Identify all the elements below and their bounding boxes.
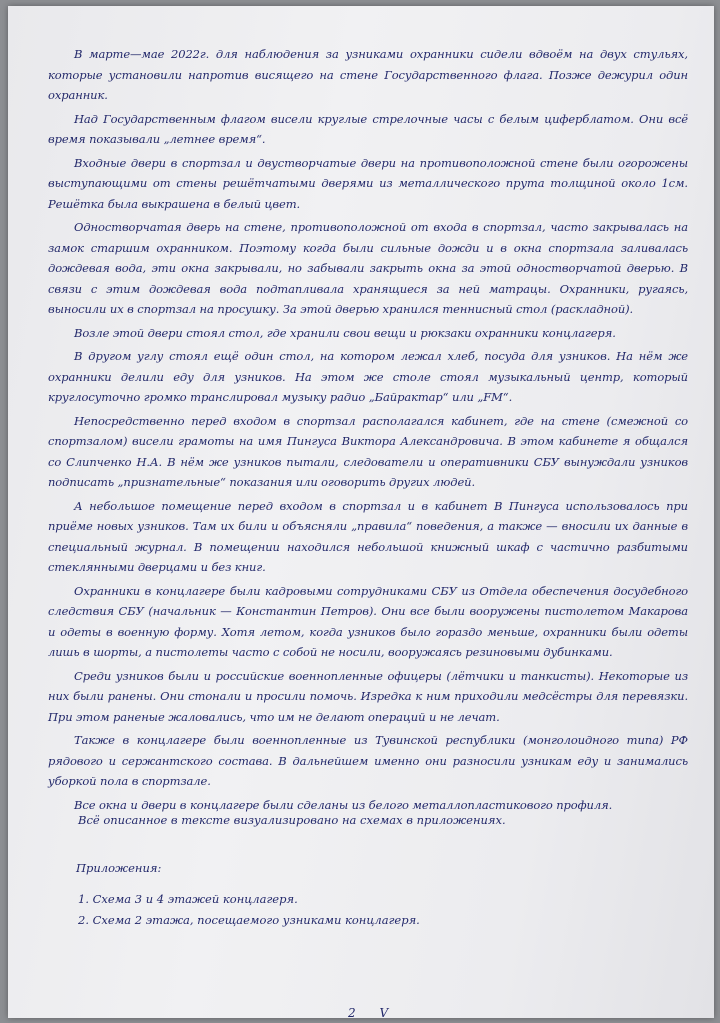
paragraph: Все окна и двери в концлагере были сделаны из белого металлопластикового профиля. — [74, 797, 613, 812]
paragraph: Также в концлагере были военнопленные из Тувинской республики (монголоидного типа) РФ рядового и сержантского состава. В дальнейшем именно они разносили узникам еду и занимались уборкой пола в спортзале. — [48, 733, 688, 788]
paragraph: Входные двери в спортзал и двустворчатые двери на противоположной стене были огорожены выступающими от стены решётчатыми дверями из металлического прута толщиной около 1см. Решётка была выкрашена в белый цвет. — [48, 155, 688, 211]
paragraph: А небольшое помещение перед входом в спортзал и в кабинет В Пингуса использовалось при приёме новых узников. Там их били и объясняли „правила“ поведения, а также — вносили их данные в специальный журнал. В помещении находился небольшой книжный шкаф с частично разбитыми стеклянными дверцами и без книг. — [48, 498, 688, 574]
paragraph: Непосредственно перед входом в спортзал располагался кабинет, где на стене (смежной со спортзалом) висели грамоты на имя Пингуса Виктора Александровича. В этом кабинете я общался со Слипченко Н.А. В нём же узников пытали, следователи и оперативники СБУ вынуждали узников подписать „признательные“ показания или оговорить других людей. — [48, 413, 688, 489]
appendix-item: 2. Схема 2 этажа, посещаемого узниками концлагеря. — [78, 913, 420, 927]
closing-note: Всё описанное в тексте визуализировано на схемах в приложениях. — [78, 813, 506, 827]
paragraph: В марте—мае 2022г. для наблюдения за узниками охранники сидели вдвоём на двух стульях, которые установили напротив висящего на стене Государственного флага. Позже дежурил один охранник. — [48, 47, 688, 102]
appendices-heading: Приложения: — [76, 861, 162, 875]
paragraph: Над Государственным флагом висели круглые стрелочные часы с белым циферблатом. Они всё время показывали „летнее время“. — [48, 111, 688, 146]
paragraph: В другом углу стоял ещё один стол, на котором лежал хлеб, посуда для узников. На нём же охранники делили еду для узников. На этом же столе стоял музыкальный центр, который круглосуточно громко транслировал музыку радио „Байрактар“ или „FM“. — [48, 349, 688, 404]
paragraph: Среди узников были и российские военнопленные офицеры (лётчики и танкисты). Некоторые из них были ранены. Они стонали и просили помочь. Изредка к ним приходили медсёстры для перевязки. При этом раненые жаловались, что им не делают операций и не лечат. — [48, 668, 688, 724]
appendices-list — [76, 858, 420, 931]
handwritten-page — [8, 6, 714, 1018]
page-number: 2 V — [348, 1006, 399, 1018]
body-text — [48, 44, 688, 818]
appendix-item: 1. Схема 3 и 4 этажей концлагеря. — [78, 892, 298, 906]
paragraph: Возле этой двери стоял стол, где хранили свои вещи и рюкзаки охранники концлагеря. — [74, 325, 616, 340]
paragraph: Одностворчатая дверь на стене, противоположной от входа в спортзал, часто закрывалась на замок старшим охранником. Поэтому когда были сильные дожди и в окна спортзала заливалась дождевая вода, эти окна закрывали, но забывали закрыть окна за этой одностворчатой дверью. В связи с этим дождевая вода подтапливала хранящиеся за ней матрацы. Охранники, ругаясь, выносили их в спортзал на просушку. За этой дверью хранился теннисный стол (раскладной). — [48, 220, 688, 316]
paragraph: Охранники в концлагере были кадровыми сотрудниками СБУ из Отдела обеспечения досудебного следствия СБУ (начальник — Константин Петров). Они все были вооружены пистолетом Макарова и одеты в военную форму. Хотя летом, когда узников было гораздо меньше, охранники были одеты лишь в шорты, а пистолеты часто с собой не носили, вооружаясь резиновыми дубинками. — [48, 583, 688, 659]
